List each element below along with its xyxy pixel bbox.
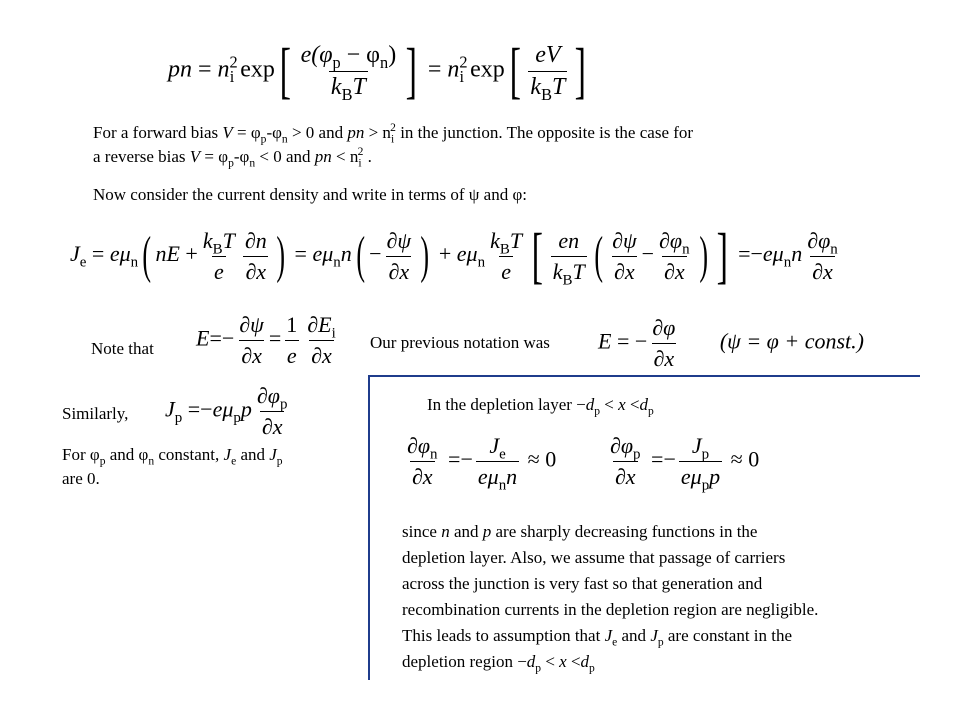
body-line-2: depletion layer. Also, we assume that passage of carriers [402, 548, 786, 567]
equation-hole-current: $J_p =-e\mu_pp$ $\frac{\partial\varphi_p}{\partial x}$ [165, 383, 288, 439]
body-line-5: This leads to assumption that $J_e$ and $J_p$ are constant in the [402, 626, 793, 649]
current-density-intro: Now consider the current density and write in terms of ψ and φ: [93, 185, 528, 204]
depletion-box-left-border [368, 375, 370, 680]
equation-pn-product: pn = $n^2_i$ exp[ $\frac{e(\varphi_p - \varphi_n)}{k_BT}$ ] = $n^2_i$ exp[ $\frac{eV}{k_BT}$ ] [168, 37, 587, 105]
equation-dphin-dx: $\frac{\partial\varphi_n}{\partial x}$ =− $\frac{J_e}{e\mu_nn}$ ≈ 0 [407, 433, 557, 494]
previous-notation-label: Our previous notation was [370, 333, 550, 352]
depletion-layer-header: In the depletion layer $-d_p < x <d_p$ [427, 395, 654, 418]
body-line-6: depletion region $-d_p < x <d_p$ [402, 652, 595, 675]
depletion-box-top-border [368, 375, 920, 377]
body-line-1: since n and p are sharply decreasing functions in the [402, 522, 758, 541]
body-line-3: across the junction is very fast so that generation and [402, 574, 763, 593]
body-line-4: recombination currents in the depletion region are negligible. [402, 600, 819, 619]
note-that-label: Note that [91, 339, 154, 358]
equation-dphip-dx: $\frac{\partial\varphi_p}{\partial x}$ =− $\frac{J_p}{e\mu_pp}$ ≈ 0 [610, 433, 760, 494]
similarly-label: Similarly, [62, 404, 129, 423]
equation-electron-current: $J_e = e\mu_n$( nE + $\frac{k_BT}{e}$ $\frac{\partial n}{\partial x}$ ) = $e\mu_nn$( − $\frac{\partial\psi}{\partial x}$ ) + $e\mu_n$ $\frac{k_BT}{e}$ [ $\frac{en}{k_BT}$ ( $\frac{\partial\psi}{\partial x}$ − $\frac{\partial\varphi_n}{\partial x}$ ) ] $=-e\mu_nn$ $\frac{\partial\varphi_n}{\partial x}$ [70, 222, 838, 290]
constant-potentials-text-line2: are 0. [62, 469, 100, 488]
reverse-bias-text: a reverse bias $V = \varphi_p-\varphi_n < 0$ and pn < $n_i^2$ . [93, 145, 372, 170]
equation-field-definition: E=− $\frac{\partial\psi}{\partial x}$ = $\frac{1}{e}$ $\frac{\partial E_i}{\partial x}$ [196, 312, 336, 368]
equation-previous-notation: E = − $\frac{\partial\varphi}{\partial x}$ (ψ = φ + const.) [598, 315, 864, 371]
constant-potentials-text: For $\varphi_p$ and $\varphi_n$ constant, $J_e$ and $J_p$ [62, 445, 283, 468]
depletion-body-text [402, 519, 818, 675]
forward-bias-text: For a forward bias $V = \varphi_p-\varphi_n > 0$ and pn > $n_i^2$ in the junction. The opposite is the case for [93, 121, 694, 146]
